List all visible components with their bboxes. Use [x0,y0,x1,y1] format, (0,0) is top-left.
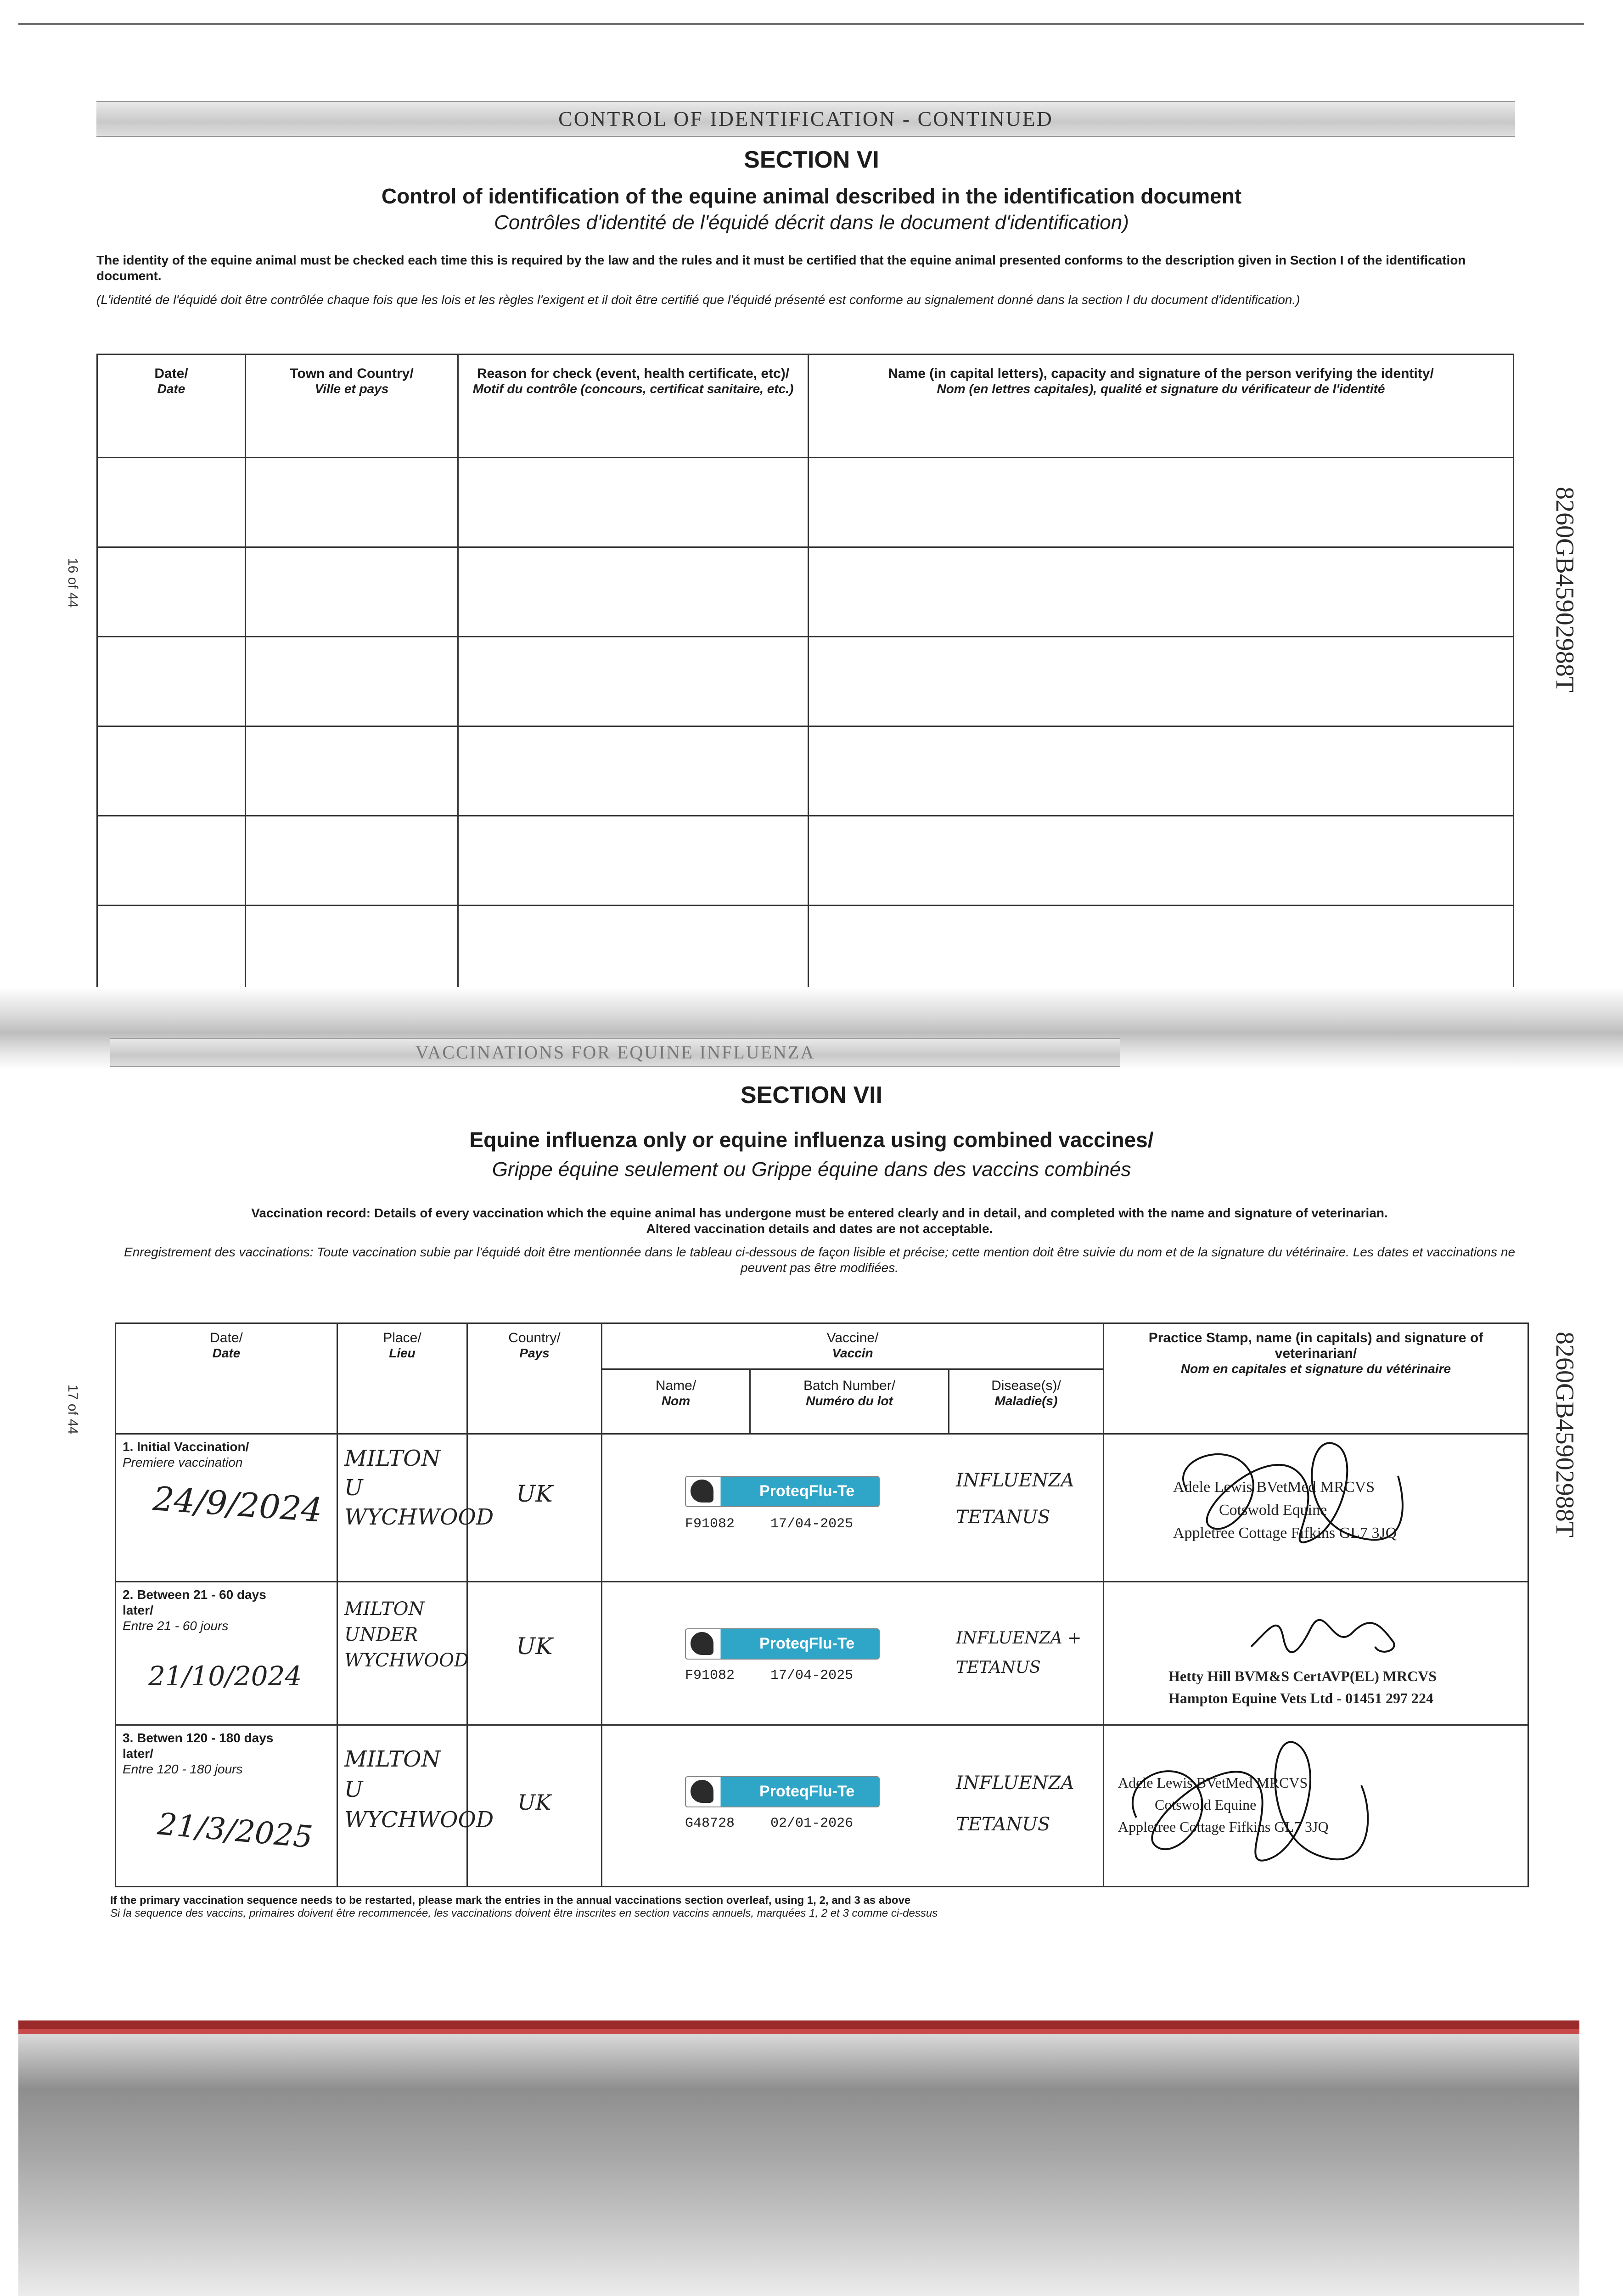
row-2-signature [1242,1610,1407,1665]
col-vaccine [602,1323,1104,1434]
col-vaccine-name-en: Name/ [655,1378,696,1393]
cell[interactable] [246,816,458,906]
cell[interactable] [97,816,246,906]
vaccination-row-2 [116,1582,1528,1725]
row-1-stamp-line-1: Adele Lewis BVetMed MRCVS [1173,1479,1375,1496]
row-1-vaccine-brand: ProteqFlu-Te [759,1482,855,1500]
row-1-stamp-cell[interactable] [1104,1434,1528,1582]
section-vi-title: SECTION VI [744,146,879,173]
footnote-fr: Si la sequence des vaccins, primaires doivent être recommencée, les vaccinations doivent être inscrites en section vaccins annuels, marquées 1, 2 et 3 comme ci-dessus [110,1907,938,1919]
cell[interactable] [458,816,809,906]
table-row [97,458,1514,547]
section-vii-intro-fr: Enregistrement des vaccinations: Toute vaccination subie par l'équidé doit être mentionnée dans le tableau ci-dessous de façon lisible et précise; cette mention doit être suivie du nom et de la signature du vétérinaire. Les dates et vaccinations ne peuvent pas être modifiées. [124,1245,1516,1275]
col-disease-fr: Maladie(s) [994,1394,1058,1408]
section-vii-banner [110,1038,1120,1067]
table-row [97,726,1514,816]
row-1-country: UK [516,1480,553,1508]
col-date-fr: Date [157,382,185,396]
row-1-signature [1159,1435,1416,1577]
row-3-expiry: 02/01-2026 [770,1815,854,1831]
col-reason-en: Reason for check (event, health certificate, etc)/ [477,366,790,381]
row-3-country: UK [517,1790,551,1815]
row-1-stamp-line-3: Appletree Cottage Fifkins GL7 3JQ [1173,1525,1397,1542]
cell[interactable] [97,458,246,547]
cell[interactable] [97,547,246,637]
section-vi-banner-text: CONTROL OF IDENTIFICATION - CONTINUED [558,107,1053,130]
cell[interactable] [809,637,1514,726]
row-2-date-cell[interactable] [116,1582,337,1725]
col-stamp-en: Practice Stamp, name (in capitals) and signature of veterinarian/ [1148,1330,1483,1361]
cell[interactable] [458,726,809,816]
row-1-vaccine-cell[interactable] [602,1434,1104,1582]
row-3-label-en: 3. Betwen 120 - 180 days later/ [123,1730,274,1761]
cell[interactable] [97,637,246,726]
col-reason [458,355,809,458]
col-verifier [809,355,1514,458]
row-1-expiry: 17/04-2025 [770,1516,854,1532]
cell[interactable] [809,906,1514,993]
table-row [97,547,1514,637]
row-2-expiry: 17/04-2025 [770,1668,854,1684]
row-3-batch-line [685,1816,853,1831]
row-2-stamp [1168,1665,1437,1709]
vaccination-row-1 [116,1434,1528,1582]
section-vii-intro-en [119,1205,1520,1237]
row-1-disease: INFLUENZA TETANUS [956,1470,1074,1528]
row-2-vaccine-label [685,1628,880,1660]
row-3-disease: INFLUENZA TETANUS [956,1772,1074,1835]
row-3-country-cell[interactable] [467,1725,602,1886]
intro-line-2: Altered vaccination details and dates are not acceptable. [646,1221,993,1236]
row-2-label-en: 2. Between 21 - 60 days later/ [123,1587,266,1618]
row-1-place-cell[interactable] [337,1434,494,1582]
col-reason-fr: Motif du contrôle (concours, certificat sanitaire, etc.) [472,382,794,396]
row-2-label-fr: Entre 21 - 60 jours [123,1619,229,1633]
row-1-batch-line [685,1516,853,1532]
row-1-date: 24/9/2024 [152,1479,324,1530]
col-vax-country-en: Country/ [508,1330,561,1345]
row-2-vaccine-brand: ProteqFlu-Te [759,1635,855,1653]
col-vax-country [467,1323,602,1434]
vaccination-table [115,1322,1529,1887]
row-3-date: 21/3/2025 [156,1806,314,1855]
cell[interactable] [458,906,809,993]
row-3-place: MILTON U WYCHWOOD [344,1746,494,1833]
section-vii-subtitle-en: Equine influenza only or equine influenza using combined vaccines/ [469,1128,1154,1152]
row-3-label-fr: Entre 120 - 180 jours [123,1761,243,1776]
passport-id-bottom: 8260GB45902988T [1550,1332,1579,1537]
cell[interactable] [458,458,809,547]
col-vaccine-name-fr: Nom [661,1394,691,1408]
col-disease [949,1370,1103,1433]
col-vax-place-fr: Lieu [389,1346,416,1360]
row-2-batch-line [685,1668,853,1683]
col-batch-fr: Numéro du lot [806,1394,893,1408]
section-vii-title: SECTION VII [740,1082,883,1109]
vaccine-logo-icon [691,1780,713,1803]
row-3-date-cell[interactable] [116,1725,337,1886]
cell[interactable] [458,547,809,637]
row-2-country: UK [516,1633,553,1660]
col-town [246,355,458,458]
row-2-date: 21/10/2024 [148,1660,302,1692]
col-vaccine-name [602,1370,751,1433]
row-1-date-cell[interactable] [116,1434,337,1582]
col-practice-stamp [1104,1323,1528,1434]
col-batch [751,1370,949,1433]
table-row [97,906,1514,993]
col-vax-country-fr: Pays [519,1346,550,1360]
cell[interactable] [809,726,1514,816]
cell[interactable] [246,458,458,547]
row-3-stamp-cell[interactable] [1104,1725,1528,1886]
col-town-fr: Ville et pays [314,382,389,396]
top-rule [18,23,1584,25]
row-3-stamp-line-3: Appletree Cottage Fifkins GL7 3JQ [1118,1818,1329,1835]
col-vax-place [337,1323,467,1434]
row-3-stamp-line-2: Cotswold Equine [1155,1796,1257,1813]
col-vaccine-en: Vaccine/ [826,1330,879,1345]
row-1-stamp-line-2: Cotswold Equine [1219,1502,1327,1519]
col-verifier-fr: Nom (en lettres capitales), qualité et signature du vérificateur de l'identité [937,382,1385,396]
section-vi-subtitle-fr: Contrôles d'identité de l'équidé décrit dans le document d'identification) [494,211,1129,234]
cell[interactable] [246,637,458,726]
section-vi-intro-en: The identity of the equine animal must be checked each time this is required by the law and the rules and it must be certified that the equine animal presented conforms to the description given in Section I of the identification document. [96,253,1466,283]
col-vax-date-en: Date/ [210,1330,243,1345]
row-1-batch: F91082 [685,1516,735,1532]
cell[interactable] [97,906,246,993]
cell[interactable] [246,726,458,816]
footnote-en: If the primary vaccination sequence needs to be restarted, please mark the entries in the annual vaccinations section overleaf, using 1, 2, and 3 as above [110,1894,911,1907]
row-3-batch: G48728 [685,1815,735,1831]
section-vi-banner [96,101,1515,137]
row-3-place-cell[interactable] [337,1725,494,1886]
passport-id-top: 8260GB45902988T [1550,487,1579,692]
row-2-country-cell[interactable] [467,1582,602,1725]
row-2-stamp-cell[interactable] [1104,1582,1528,1725]
vaccine-logo-icon [691,1632,713,1655]
cell[interactable] [809,458,1514,547]
section-vi-intro-fr: (L'identité de l'équidé doit être contrôlée chaque fois que les lois et les règles l'exigent et il doit être certifié que l'équidé présenté est conforme au signalement donné dans la section I du document d'identification.) [96,293,1300,307]
section-vii-footnote [110,1894,1533,1920]
row-2-place: MILTON UNDER WYCHWOOD [344,1598,469,1671]
col-vaccine-fr: Vaccin [832,1346,873,1360]
row-1-place: MILTON U WYCHWOOD [344,1446,494,1531]
cell[interactable] [809,547,1514,637]
cell[interactable] [97,726,246,816]
cell[interactable] [458,637,809,726]
row-3-signature [1104,1726,1380,1882]
cell[interactable] [246,547,458,637]
row-3-vaccine-brand: ProteqFlu-Te [759,1782,855,1800]
row-2-stamp-line-2: Hampton Equine Vets Ltd - 01451 297 224 [1168,1690,1433,1707]
intro-line-1: Vaccination record: Details of every vaccination which the equine animal has undergone must be entered clearly and in detail, and completed with the name and signature of veterinarian. [251,1206,1388,1220]
page-number-17: 17 of 44 [65,1384,80,1435]
row-2-batch: F91082 [685,1668,735,1684]
col-vax-place-en: Place/ [383,1330,421,1345]
identity-check-table [96,354,1514,993]
section-vi-subtitle-en: Control of identification of the equine animal described in the identification document [381,184,1242,208]
row-1-label-en: 1. Initial Vaccination/ [123,1440,249,1454]
section-vii-banner-text: VACCINATIONS FOR EQUINE INFLUENZA [415,1042,815,1063]
row-2-stamp-line-1: Hetty Hill BVM&S CertAVP(EL) MRCVS [1168,1668,1437,1685]
col-date [97,355,246,458]
row-1-label-fr: Premiere vaccination [123,1455,243,1470]
col-stamp-fr: Nom en capitales et signature du vétérinaire [1180,1362,1451,1376]
row-2-vaccine-cell[interactable] [602,1582,1104,1725]
col-vax-date-fr: Date [212,1346,241,1360]
vaccination-row-3 [116,1725,1528,1886]
section-vii-subtitle-fr: Grippe équine seulement ou Grippe équine dans des vaccins combinés [492,1158,1131,1181]
table-row [97,816,1514,906]
col-batch-en: Batch Number/ [803,1378,896,1393]
row-1-vaccine-label [685,1476,880,1507]
row-2-disease: INFLUENZA + TETANUS [956,1629,1082,1677]
row-2-place-cell[interactable] [337,1582,467,1725]
col-disease-en: Disease(s)/ [991,1378,1061,1393]
col-verifier-en: Name (in capital letters), capacity and signature of the person verifying the identity/ [888,366,1434,381]
col-vax-date [116,1323,337,1434]
vaccine-logo-icon [691,1480,713,1503]
row-3-vaccine-label [685,1776,880,1807]
binding-edge [18,2020,1579,2296]
col-town-en: Town and Country/ [290,366,414,381]
col-date-en: Date/ [154,366,188,381]
table-row [97,637,1514,726]
row-3-vaccine-cell[interactable] [602,1725,1104,1886]
cell[interactable] [809,816,1514,906]
page-number-16: 16 of 44 [65,558,80,608]
row-3-stamp-line-1: Adele Lewis BVetMed MRCVS [1118,1774,1308,1791]
cell[interactable] [246,906,458,993]
